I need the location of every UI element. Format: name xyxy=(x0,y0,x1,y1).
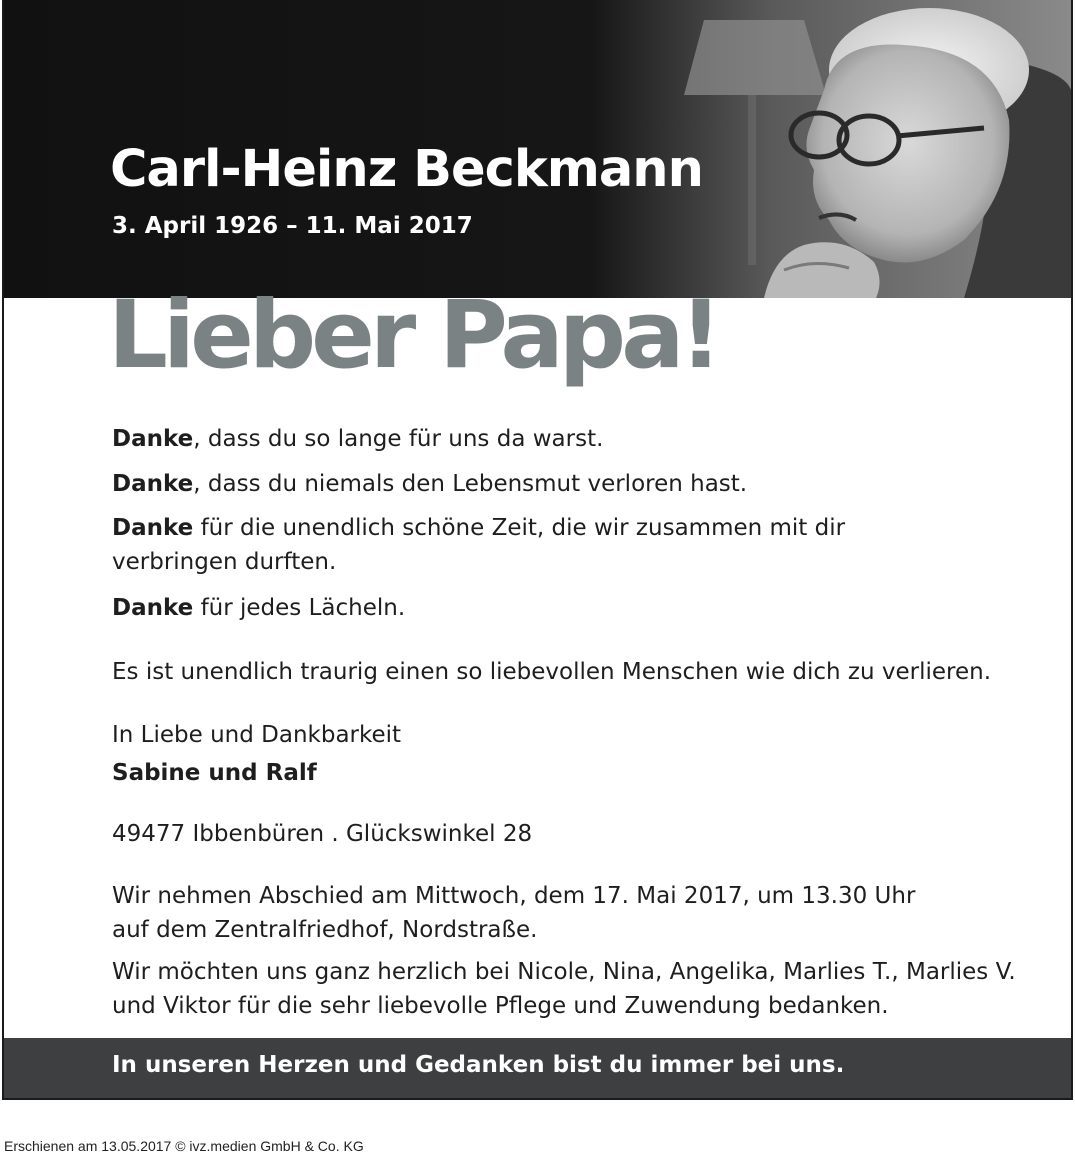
publication-credit: Erschienen am 13.05.2017 © ivz.medien GmbH & Co. KG xyxy=(4,1138,364,1154)
life-dates: 3. April 1926 – 11. Mai 2017 xyxy=(112,213,473,239)
footer-motto: In unseren Herzen und Gedanken bist du immer bei uns. xyxy=(112,1052,845,1078)
thanks-text: für jedes Lächeln. xyxy=(193,595,406,621)
thanks-text: , dass du niemals den Lebensmut verloren hast. xyxy=(193,471,748,497)
closing-phrase: In Liebe und Dankbarkeit xyxy=(112,722,402,748)
thanks-keyword: Danke xyxy=(112,515,194,541)
footer-band xyxy=(4,1038,1071,1098)
gratitude-line-1: Wir möchten uns ganz herzlich bei Nicole, Nina, Angelika, Marlies T., Marlies V. xyxy=(112,959,1016,985)
thanks-line-2 xyxy=(112,467,747,501)
signers: Sabine und Ralf xyxy=(112,760,317,786)
thanks-line-4 xyxy=(112,591,405,625)
thanks-text: , dass du so lange für uns da warst. xyxy=(193,426,604,452)
thanks-keyword: Danke xyxy=(112,426,194,452)
obituary-notice xyxy=(2,0,1073,1100)
headline: Lieber Papa! xyxy=(108,281,718,390)
thanks-line-1 xyxy=(112,422,603,456)
address: 49477 Ibbenbüren . Glückswinkel 28 xyxy=(112,821,533,847)
deceased-name: Carl-Heinz Beckmann xyxy=(110,140,703,199)
farewell-line-1: Wir nehmen Abschied am Mittwoch, dem 17. Mai 2017, um 13.30 Uhr xyxy=(112,883,916,909)
farewell-line-2: auf dem Zentralfriedhof, Nordstraße. xyxy=(112,917,538,943)
thanks-keyword: Danke xyxy=(112,595,194,621)
header-banner xyxy=(4,0,1071,298)
thanks-text: für die unendlich schöne Zeit, die wir zusammen mit dir xyxy=(193,515,846,541)
thanks-keyword: Danke xyxy=(112,471,194,497)
gratitude-note xyxy=(112,955,1016,1023)
sorrow-statement: Es ist unendlich traurig einen so liebevollen Menschen wie dich zu verlieren. xyxy=(112,659,992,685)
thanks-line-3 xyxy=(112,511,845,579)
gratitude-line-2: und Viktor für die sehr liebevolle Pflege und Zuwendung bedanken. xyxy=(112,993,889,1019)
thanks-text-continued: verbringen durften. xyxy=(112,549,337,575)
farewell-info xyxy=(112,879,915,947)
